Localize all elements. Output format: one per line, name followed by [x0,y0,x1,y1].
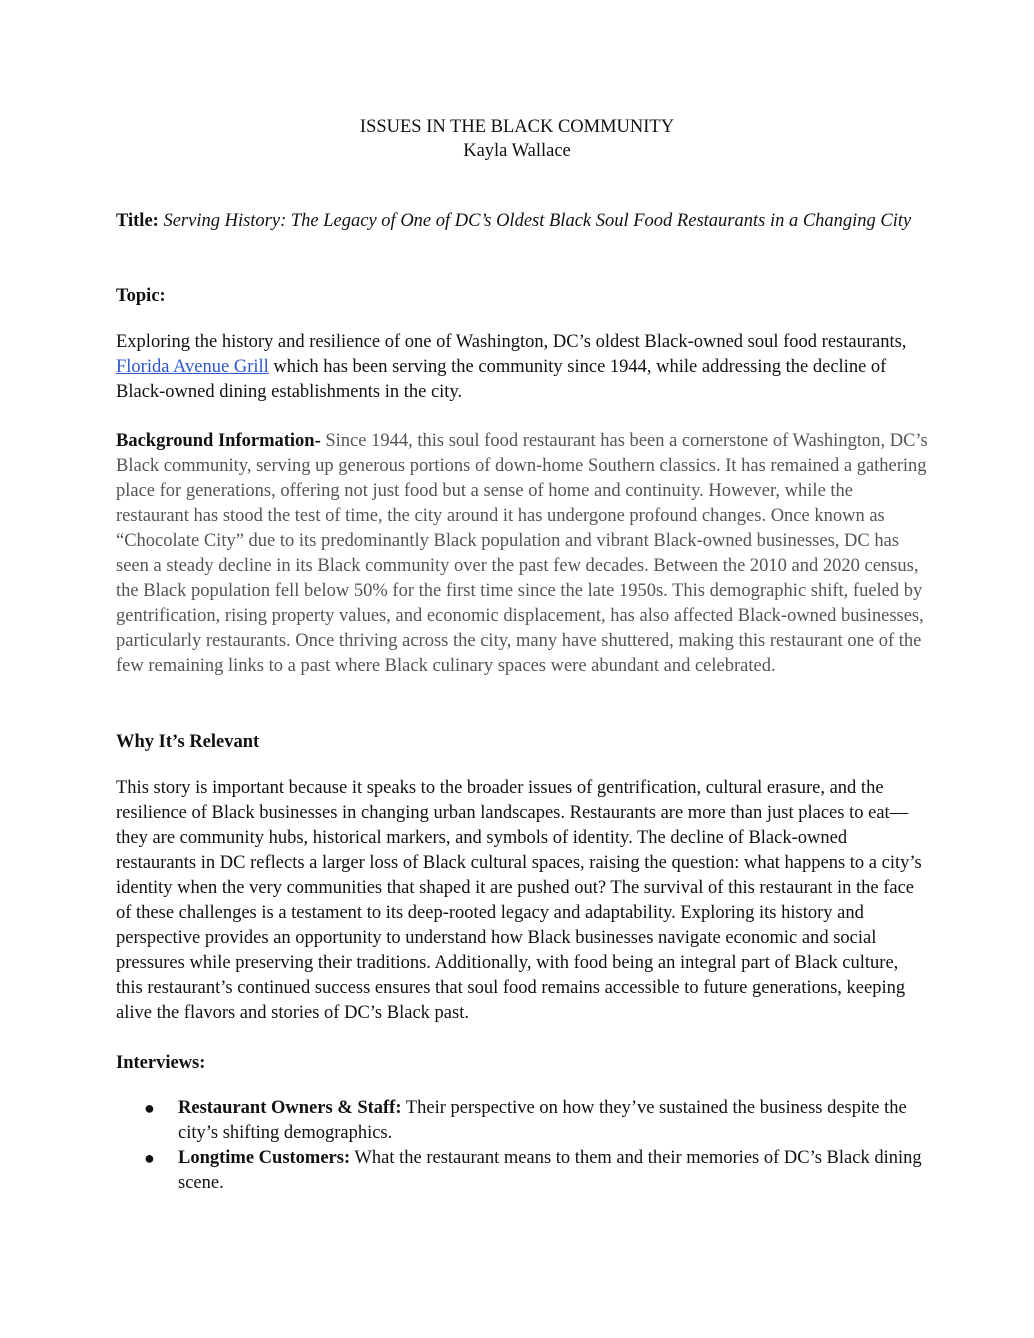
interview-label: Restaurant Owners & Staff: [178,1098,402,1118]
bullet-icon: ● [144,1148,155,1168]
author-name: Kayla Wallace [463,141,571,161]
background-text: Since 1944, this soul food restaurant has been a cornerstone of Washington, DC’s Black community, serving up generous portions of down-home Southern classics. It has remained a gathering place for generations, offering not just food but a sense of home and continuity. However, while the restaurant has stood the test of time, the city around it has undergone profound changes. Once known as “Chocolate City” due to its predominantly Black population and vibrant Black-owned businesses, DC has seen a steady decline in its Black community over the past few decades. Between the 2010 and 2020 census, the Black population fell below 50% for the first time since the late 1950s. This demographic shift, fueled by gentrification, rising property values, and economic displacement, has also affected Black-owned businesses, particularly restaurants. Once thriving across the city, many have shuttered, making this restaurant one of the few remaining links to a past where Black culinary spaces were abundant and celebrated. [116,431,928,676]
title-section [116,209,928,234]
interviews-heading: Interviews: [116,1053,206,1073]
list-item [116,1096,928,1146]
interview-label: Longtime Customers: [178,1148,351,1168]
interview-text: Their perspective on how they’ve sustained the business despite the city’s shifting demographics. [178,1098,907,1143]
document-header [0,115,1034,163]
topic-text-after: which has been serving the community since 1944, while addressing the decline of Black-owned dining establishments in the city. [116,357,887,402]
title-label: Title: [116,211,159,231]
interview-text: What the restaurant means to them and their memories of DC’s Black dining scene. [178,1148,922,1193]
background-paragraph [116,429,928,679]
course-title: ISSUES IN THE BLACK COMMUNITY [359,117,675,137]
topic-heading: Topic: [116,286,166,306]
interviews-list [116,1096,928,1196]
relevance-paragraph: This story is important because it speaks to the broader issues of gentrification, cultural erasure, and the resilience of Black businesses in changing urban landscapes. Restaurants are more than just places to eat—they are community hubs, historical markers, and symbols of identity. The decline of Black-owned restaurants in DC reflects a larger loss of Black cultural spaces, raising the question: what happens to a city’s identity when the very communities that shaped it are pushed out? The survival of this restaurant in the face of these challenges is a testament to its deep-rooted legacy and adaptability. Exploring its history and perspective provides an opportunity to understand how Black businesses navigate economic and social pressures while preserving their traditions. Additionally, with food being an integral part of Black culture, this restaurant’s continued success ensures that soul food remains accessible to future generations, keeping alive the flavors and stories of DC’s Black past. [116,778,922,1023]
florida-avenue-grill-link[interactable]: Florida Avenue Grill [116,357,269,377]
bullet-icon: ● [144,1098,155,1118]
list-item [116,1146,928,1196]
story-title: Serving History: The Legacy of One of DC’s Oldest Black Soul Food Restaurants in a Changing City [163,211,912,231]
relevance-heading: Why It’s Relevant [116,732,260,752]
topic-text-before: Exploring the history and resilience of one of Washington, DC’s oldest Black-owned soul food restaurants, [116,332,907,352]
background-label: Background Information- [116,431,321,451]
topic-paragraph [116,330,928,405]
